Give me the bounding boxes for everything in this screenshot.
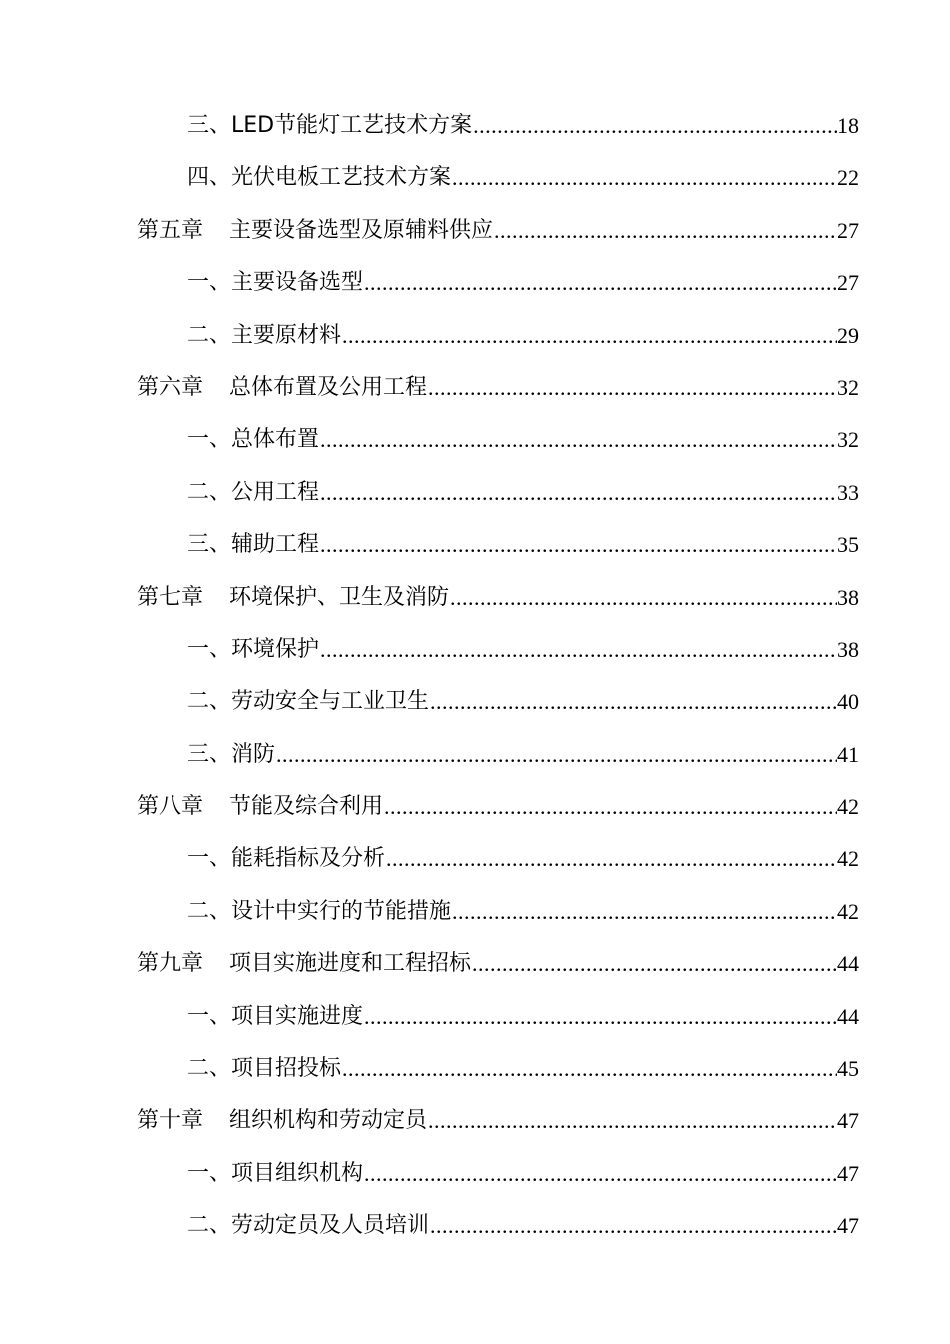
- dot-leader: [427, 362, 837, 414]
- dot-leader: [341, 1043, 837, 1095]
- toc-entry-title: 设计中实行的节能措施: [231, 898, 452, 924]
- toc-chapter-entry[interactable]: [137, 205, 859, 257]
- toc-entry-page: 38: [837, 636, 859, 662]
- toc-entry-number: 一、: [187, 1003, 232, 1029]
- toc-chapter-number: 第十章: [137, 1108, 204, 1134]
- toc-chapter-entry[interactable]: [137, 572, 859, 624]
- table-of-contents: [137, 100, 859, 1253]
- toc-entry-page: 44: [837, 1003, 859, 1029]
- toc-entry-page: 42: [837, 846, 859, 872]
- dot-leader: [385, 833, 837, 885]
- dot-leader: [319, 467, 837, 519]
- dot-leader: [341, 310, 837, 362]
- toc-chapter-number: 第五章: [137, 217, 204, 243]
- toc-entry-title: 主要设备选型: [231, 270, 364, 296]
- toc-chapter-title: 总体布置及公用工程: [229, 374, 428, 400]
- dot-leader: [451, 152, 837, 204]
- dot-leader: [471, 938, 837, 990]
- dot-leader: [319, 519, 837, 571]
- toc-entry-page: 33: [837, 479, 859, 505]
- dot-leader: [319, 624, 837, 676]
- toc-entry-title: 环境保护: [231, 636, 320, 662]
- toc-entry-page: 47: [837, 1213, 859, 1239]
- toc-entry-number: 一、: [187, 1160, 232, 1186]
- toc-entry-number: 二、: [187, 1213, 232, 1239]
- toc-entry-number: 二、: [187, 322, 232, 348]
- toc-entry-number: 二、: [187, 1056, 232, 1082]
- toc-entry-title: 公用工程: [231, 479, 320, 505]
- toc-entry-number: 三、: [187, 532, 232, 558]
- toc-entry[interactable]: [137, 100, 859, 152]
- toc-entry[interactable]: [137, 519, 859, 571]
- toc-entry[interactable]: [137, 833, 859, 885]
- toc-entry-page: 38: [837, 584, 859, 610]
- toc-entry[interactable]: [137, 729, 859, 781]
- toc-entry-title: 劳动安全与工业卫生: [231, 689, 430, 715]
- dot-leader: [275, 729, 837, 781]
- toc-entry-title: 项目招投标: [231, 1056, 342, 1082]
- toc-entry-title: 光伏电板工艺技术方案: [231, 165, 452, 191]
- toc-entry-page: 40: [837, 689, 859, 715]
- dot-leader: [472, 100, 837, 152]
- dot-leader: [429, 1200, 837, 1252]
- toc-chapter-number: 第九章: [137, 951, 204, 977]
- dot-leader: [363, 1148, 837, 1200]
- toc-entry-page: 41: [837, 741, 859, 767]
- toc-entry[interactable]: [137, 1200, 859, 1252]
- toc-entry-title: 总体布置: [231, 427, 320, 453]
- toc-chapter-title: 组织机构和劳动定员: [229, 1108, 428, 1134]
- toc-entry[interactable]: [137, 257, 859, 309]
- toc-entry-number: 一、: [187, 846, 232, 872]
- toc-entry-number: 一、: [187, 636, 232, 662]
- toc-entry-number: 一、: [187, 427, 232, 453]
- toc-chapter-title: 环境保护、卫生及消防: [229, 584, 450, 610]
- toc-entry[interactable]: [137, 624, 859, 676]
- toc-entry-title: 项目实施进度: [231, 1003, 364, 1029]
- toc-entry-page: 18: [837, 112, 859, 138]
- toc-chapter-number: 第六章: [137, 374, 204, 400]
- toc-chapter-entry[interactable]: [137, 362, 859, 414]
- toc-entry-title: 辅助工程: [231, 532, 320, 558]
- toc-chapter-entry[interactable]: [137, 1095, 859, 1147]
- toc-entry-number: 三、: [187, 741, 232, 767]
- toc-entry-number: 三、: [187, 112, 232, 138]
- toc-chapter-title: 节能及综合利用: [229, 794, 384, 820]
- toc-entry-number: 二、: [187, 689, 232, 715]
- toc-entry[interactable]: [137, 310, 859, 362]
- toc-entry-title: 劳动定员及人员培训: [231, 1213, 430, 1239]
- toc-entry-page: 44: [837, 951, 859, 977]
- dot-leader: [383, 781, 837, 833]
- dot-leader: [449, 572, 837, 624]
- toc-entry-page: 45: [837, 1056, 859, 1082]
- toc-entry[interactable]: [137, 467, 859, 519]
- toc-entry-page: 27: [837, 270, 859, 296]
- toc-entry[interactable]: [137, 1043, 859, 1095]
- toc-entry-page: 32: [837, 374, 859, 400]
- toc-entry-page: 42: [837, 898, 859, 924]
- toc-chapter-number: 第七章: [137, 584, 204, 610]
- toc-entry-page: 42: [837, 794, 859, 820]
- toc-entry-title: 主要原材料: [231, 322, 342, 348]
- dot-leader: [429, 676, 837, 728]
- toc-entry[interactable]: [137, 676, 859, 728]
- toc-entry-title: LED节能灯工艺技术方案: [231, 112, 473, 138]
- toc-entry-number: 一、: [187, 270, 232, 296]
- dot-leader: [363, 991, 837, 1043]
- toc-entry-page: 47: [837, 1108, 859, 1134]
- toc-entry-page: 35: [837, 532, 859, 558]
- toc-chapter-entry[interactable]: [137, 781, 859, 833]
- toc-entry-number: 二、: [187, 479, 232, 505]
- toc-chapter-title: 主要设备选型及原辅料供应: [229, 217, 494, 243]
- toc-chapter-title: 项目实施进度和工程招标: [229, 951, 472, 977]
- dot-leader: [427, 1095, 837, 1147]
- toc-chapter-number: 第八章: [137, 794, 204, 820]
- toc-chapter-entry[interactable]: [137, 938, 859, 990]
- toc-entry[interactable]: [137, 886, 859, 938]
- dot-leader: [451, 886, 837, 938]
- toc-entry-page: 22: [837, 165, 859, 191]
- toc-entry[interactable]: [137, 1148, 859, 1200]
- toc-entry-title: 消防: [231, 741, 276, 767]
- dot-leader: [363, 257, 837, 309]
- toc-entry[interactable]: [137, 152, 859, 204]
- toc-entry-title: 项目组织机构: [231, 1160, 364, 1186]
- dot-leader: [493, 205, 837, 257]
- toc-entry[interactable]: [137, 991, 859, 1043]
- toc-entry-number: 二、: [187, 898, 232, 924]
- toc-entry-number: 四、: [187, 165, 232, 191]
- toc-entry-page: 27: [837, 217, 859, 243]
- toc-entry[interactable]: [137, 414, 859, 466]
- dot-leader: [319, 414, 837, 466]
- toc-entry-page: 29: [837, 322, 859, 348]
- toc-entry-page: 32: [837, 427, 859, 453]
- toc-entry-title: 能耗指标及分析: [231, 846, 386, 872]
- toc-entry-page: 47: [837, 1160, 859, 1186]
